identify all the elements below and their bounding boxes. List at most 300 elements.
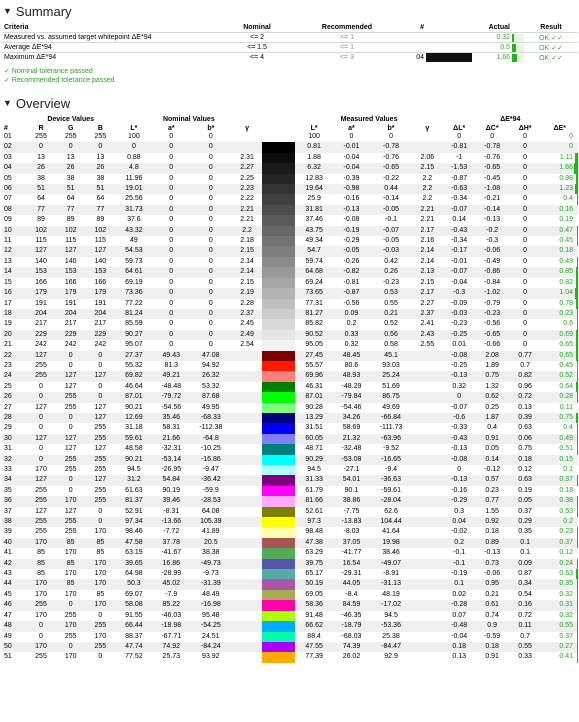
nominal-a: 0: [153, 174, 190, 184]
delta-l: -0.63: [443, 184, 476, 194]
delta-l: -0.1: [443, 559, 476, 569]
measured-gamma: [412, 434, 443, 444]
nominal-a: -67.71: [153, 632, 190, 642]
nominal-l: 64.98: [115, 569, 152, 579]
nominal-l: 31.73: [115, 205, 152, 215]
measured-b: -49.07: [370, 559, 412, 569]
delta-e: 0.37: [542, 538, 578, 548]
delta-e-bar: [577, 632, 578, 642]
measured-b: -17.02: [370, 600, 412, 610]
patch-swatch: [262, 496, 295, 506]
overview-row: [2, 309, 578, 319]
measured-b: 0.26: [370, 267, 412, 277]
device-b: 179: [86, 288, 116, 298]
delta-e-bar: [574, 163, 578, 173]
overview-row: [2, 517, 578, 527]
nominal-b: 93.92: [190, 652, 232, 662]
device-b: 0: [86, 611, 116, 621]
delta-l: -0.08: [443, 455, 476, 465]
nominal-gamma: [232, 475, 263, 485]
device-r: 26: [26, 163, 56, 173]
delta-l: -0.13: [443, 371, 476, 381]
delta-h: 0.13: [509, 403, 542, 413]
delta-c: -0.13: [476, 215, 509, 225]
measured-gamma: [412, 517, 443, 527]
measured-gamma: [412, 507, 443, 517]
device-r: 179: [26, 288, 56, 298]
measured-b: 0.53: [370, 288, 412, 298]
measured-a: -0.81: [333, 278, 370, 288]
measured-gamma: [412, 465, 443, 475]
measured-gamma: [412, 548, 443, 558]
device-r: 255: [26, 371, 56, 381]
measured-a: -0.08: [333, 215, 370, 225]
measured-a: -18.79: [333, 621, 370, 631]
device-b: 85: [86, 538, 116, 548]
nominal-a: 0: [153, 267, 190, 277]
device-g: 153: [56, 267, 86, 277]
nominal-a: 0: [153, 236, 190, 246]
nominal-b: 87.68: [190, 392, 232, 402]
delta-e: 0.41: [542, 652, 578, 662]
nominal-l: 12.69: [115, 413, 152, 423]
nominal-l: 0.88: [115, 153, 152, 163]
device-r: 127: [26, 246, 56, 256]
measured-l: 55.57: [295, 361, 332, 371]
overview-row: [2, 267, 578, 277]
nominal-a: -41.67: [153, 548, 190, 558]
nominal-a: 0: [153, 246, 190, 256]
nominal-b: 0: [190, 184, 232, 194]
patch-swatch: [262, 194, 295, 204]
measured-b: 51.69: [370, 382, 412, 392]
device-g: 89: [56, 215, 86, 225]
device-r: 102: [26, 226, 56, 236]
measured-a: 21.32: [333, 434, 370, 444]
nominal-a: -7.9: [153, 590, 190, 600]
measured-a: 48.45: [333, 351, 370, 361]
nominal-a: 0: [153, 163, 190, 173]
patch-number: 24: [2, 371, 26, 381]
delta-e: 1.11: [542, 153, 578, 163]
device-b: 170: [86, 559, 116, 569]
result-cell: OK ✓✓: [524, 43, 578, 53]
overview-row: [2, 278, 578, 288]
measured-gamma: 2.41: [412, 319, 443, 329]
nominal-gamma: 2.25: [232, 174, 263, 184]
measured-l: 19.64: [295, 184, 332, 194]
device-g: 85: [56, 579, 86, 589]
overview-section-header[interactable]: [0, 94, 579, 112]
nominal-gamma: [232, 434, 263, 444]
delta-e: 0.16: [542, 205, 578, 215]
measured-l: 77.31: [295, 299, 332, 309]
delta-c: -0.79: [476, 299, 509, 309]
measured-gamma: 2.13: [412, 267, 443, 277]
patch-swatch: [262, 205, 295, 215]
device-b: 170: [86, 600, 116, 610]
delta-e-bar: [577, 579, 578, 589]
nominal-a: -13.66: [153, 517, 190, 527]
measured-b: -63.96: [370, 434, 412, 444]
delta-e: 1.23: [542, 184, 578, 194]
nominal-b: -16.98: [190, 600, 232, 610]
delta-h: 0.87: [509, 569, 542, 579]
measured-l: 37.46: [295, 215, 332, 225]
measured-b: 104.44: [370, 517, 412, 527]
device-r: 255: [26, 486, 56, 496]
delta-c: 1.89: [476, 361, 509, 371]
device-r: 85: [26, 559, 56, 569]
nominal-a: -54.56: [153, 403, 190, 413]
nominal-a: 81.3: [153, 361, 190, 371]
nominal-gamma: [232, 455, 263, 465]
delta-l: -0.04: [443, 632, 476, 642]
measured-gamma: 2.21: [412, 205, 443, 215]
delta-e: 0.18: [542, 246, 578, 256]
measured-gamma: [412, 361, 443, 371]
patch-swatch: [262, 403, 295, 413]
nominal-l: 52.91: [115, 507, 152, 517]
device-r: 191: [26, 299, 56, 309]
delta-h: 0: [509, 288, 542, 298]
patch-swatch: [262, 236, 295, 246]
delta-e: 0.53: [542, 507, 578, 517]
device-r: 255: [26, 652, 56, 662]
delta-h: 0.77: [509, 351, 542, 361]
delta-l: 0: [443, 465, 476, 475]
delta-h: 0.33: [509, 652, 542, 662]
overview-row: [2, 538, 578, 548]
device-r: 51: [26, 184, 56, 194]
nominal-a: 49.21: [153, 371, 190, 381]
nominal-gamma: 2.15: [232, 246, 263, 256]
delta-c: -0.12: [476, 465, 509, 475]
nominal-l: 66.44: [115, 621, 152, 631]
device-r: 255: [26, 600, 56, 610]
delta-c: -0.65: [476, 330, 509, 340]
nominal-a: 90.19: [153, 486, 190, 496]
nominal-a: 0: [153, 153, 190, 163]
delta-e-bar: [577, 475, 578, 485]
nominal-l: 64.61: [115, 267, 152, 277]
nominal-a: 49.43: [153, 351, 190, 361]
delta-l: -0.3: [443, 288, 476, 298]
device-r: 170: [26, 590, 56, 600]
device-b: 127: [86, 475, 116, 485]
patch-number: 22: [2, 351, 26, 361]
recommended-tolerance-message: ✓ Recommended tolerance passed: [4, 76, 579, 85]
nominal-cell: <= 2: [212, 33, 302, 43]
measured-l: 47.38: [295, 538, 332, 548]
measured-b: 19.98: [370, 538, 412, 548]
delta-c: 0.4: [476, 423, 509, 433]
nominal-l: 88.37: [115, 632, 152, 642]
delta-e: 0.64: [542, 382, 578, 392]
measured-l: 65.17: [295, 569, 332, 579]
measured-b: 0.42: [370, 257, 412, 267]
device-b: 127: [86, 444, 116, 454]
nominal-gamma: 2.15: [232, 278, 263, 288]
patch-swatch: [262, 621, 295, 631]
device-b: 102: [86, 226, 116, 236]
measured-a: -29.31: [333, 569, 370, 579]
device-b: 0: [86, 392, 116, 402]
patch-swatch: [262, 475, 295, 485]
device-g: 179: [56, 288, 86, 298]
delta-l: 0.13: [443, 652, 476, 662]
nominal-gamma: 2.19: [232, 288, 263, 298]
nominal-gamma: [232, 642, 263, 652]
patch-number: 42: [2, 559, 26, 569]
summary-section-header[interactable]: [0, 2, 579, 20]
column-header: R: [26, 124, 56, 132]
nominal-a: 0: [153, 278, 190, 288]
nominal-b: -68.33: [190, 413, 232, 423]
delta-c: 0: [476, 132, 509, 142]
num-cell: [392, 43, 426, 53]
nominal-values-header: Nominal Values: [115, 115, 262, 124]
delta-l: -0.17: [443, 246, 476, 256]
nominal-l: 0: [115, 142, 152, 152]
device-r: 38: [26, 174, 56, 184]
delta-h: 0.05: [509, 496, 542, 506]
delta-e: 0.49: [542, 434, 578, 444]
device-r: 255: [26, 496, 56, 506]
measured-gamma: [412, 423, 443, 433]
measured-gamma: [412, 559, 443, 569]
patch-swatch: [262, 278, 295, 288]
overview-row: [2, 371, 578, 381]
worst-patch-swatch: [426, 53, 472, 63]
measured-gamma: [412, 392, 443, 402]
device-b: 204: [86, 309, 116, 319]
measured-l: 63.29: [295, 548, 332, 558]
nominal-l: 77.22: [115, 299, 152, 309]
overview-row: [2, 507, 578, 517]
measured-gamma: [412, 590, 443, 600]
overview-row: [2, 548, 578, 558]
nominal-l: 87.01: [115, 392, 152, 402]
overview-row: [2, 434, 578, 444]
collapse-triangle-icon[interactable]: ▼: [3, 6, 12, 16]
device-g: 0: [56, 413, 86, 423]
device-b: 0: [86, 142, 116, 152]
patch-number: 02: [2, 142, 26, 152]
delta-c: 0.05: [476, 444, 509, 454]
measured-gamma: [412, 413, 443, 423]
delta-e: 0.75: [542, 413, 578, 423]
nominal-a: 0: [153, 205, 190, 215]
measured-b: -0.1: [370, 215, 412, 225]
delta-h: 0: [509, 215, 542, 225]
measured-b: -0.03: [370, 246, 412, 256]
measured-l: 66.62: [295, 621, 332, 631]
nominal-b: 41.89: [190, 527, 232, 537]
delta-e: 1.66: [542, 163, 578, 173]
nominal-l: 85.59: [115, 319, 152, 329]
measured-a: -0.16: [333, 194, 370, 204]
measured-a: 0.32: [333, 340, 370, 350]
result-cell: OK ✓✓: [524, 33, 578, 43]
device-r: 0: [26, 423, 56, 433]
delta-c: 1.87: [476, 413, 509, 423]
measured-gamma: 2.15: [412, 278, 443, 288]
device-b: 242: [86, 340, 116, 350]
nominal-l: 90.21: [115, 403, 152, 413]
nominal-gamma: [232, 632, 263, 642]
delta-h: 0.18: [509, 455, 542, 465]
delta-h: 0: [509, 132, 542, 142]
delta-e-bar: [577, 611, 578, 621]
delta-l: 0.04: [443, 517, 476, 527]
measured-b: -59.61: [370, 486, 412, 496]
delta-h: 0.63: [509, 475, 542, 485]
measured-b: -0.78: [370, 142, 412, 152]
overview-row: [2, 184, 578, 194]
overview-row: [2, 246, 578, 256]
delta-l: -0.02: [443, 527, 476, 537]
measured-gamma: [412, 132, 443, 142]
nominal-b: 49.95: [190, 403, 232, 413]
patch-number: 15: [2, 278, 26, 288]
delta-l: -0.07: [443, 205, 476, 215]
device-g: 170: [56, 590, 86, 600]
delta-e: 0.85: [542, 267, 578, 277]
patch-swatch: [262, 423, 295, 433]
device-g: 127: [56, 246, 86, 256]
actual-bar: [512, 43, 524, 53]
nominal-l: 27.37: [115, 351, 152, 361]
device-g: 170: [56, 621, 86, 631]
delta-e: 0.4: [542, 194, 578, 204]
delta-c: 0.92: [476, 517, 509, 527]
nominal-a: 35.46: [153, 413, 190, 423]
patch-number: 23: [2, 361, 26, 371]
delta-e: 0.4: [542, 423, 578, 433]
delta-h: 0: [509, 246, 542, 256]
measured-b: -111.73: [370, 423, 412, 433]
delta-h: 0: [509, 194, 542, 204]
delta-c: 0.75: [476, 371, 509, 381]
nominal-b: -28.53: [190, 496, 232, 506]
nominal-gamma: 2.14: [232, 267, 263, 277]
measured-l: 87.01: [295, 392, 332, 402]
measured-a: -79.84: [333, 392, 370, 402]
device-values-header: Device Values: [26, 115, 115, 124]
criteria-cell: Measured vs. assumed target whitepoint ΔE*94: [2, 33, 212, 43]
nominal-b: 53.32: [190, 382, 232, 392]
patch-number: 12: [2, 246, 26, 256]
nominal-gamma: 2.31: [232, 153, 263, 163]
measured-l: 31.51: [295, 423, 332, 433]
device-g: 229: [56, 330, 86, 340]
device-r: 255: [26, 527, 56, 537]
nominal-a: 0: [153, 226, 190, 236]
measured-a: -13.83: [333, 517, 370, 527]
recommended-cell: <= 1: [302, 33, 392, 43]
patch-swatch: [262, 319, 295, 329]
tolerance-messages: [4, 67, 579, 85]
patch-number: 28: [2, 413, 26, 423]
measured-gamma: [412, 632, 443, 642]
delta-l: -0.01: [443, 257, 476, 267]
nominal-a: 45.02: [153, 579, 190, 589]
device-r: 0: [26, 142, 56, 152]
overview-row: [2, 153, 578, 163]
delta-l: 0.07: [443, 611, 476, 621]
overview-row: [2, 559, 578, 569]
nominal-b: 47.08: [190, 351, 232, 361]
nominal-gamma: 2.18: [232, 236, 263, 246]
measured-gamma: [412, 569, 443, 579]
delta-c: -1.02: [476, 288, 509, 298]
measured-a: -0.01: [333, 142, 370, 152]
delta-c: -0.59: [476, 632, 509, 642]
nominal-b: 0: [190, 246, 232, 256]
delta-l: -0.09: [443, 299, 476, 309]
overview-row: [2, 527, 578, 537]
measured-l: 85.82: [295, 319, 332, 329]
nominal-a: 39.46: [153, 496, 190, 506]
device-r: 255: [26, 132, 56, 142]
nominal-a: -46.03: [153, 611, 190, 621]
device-b: 217: [86, 319, 116, 329]
delta-e-bar: [576, 382, 578, 392]
device-b: 0: [86, 517, 116, 527]
measured-b: -28.04: [370, 496, 412, 506]
device-b: 170: [86, 569, 116, 579]
device-g: 0: [56, 475, 86, 485]
device-b: 127: [86, 413, 116, 423]
delta-l: -0.43: [443, 434, 476, 444]
measured-b: -0.05: [370, 236, 412, 246]
device-r: 217: [26, 319, 56, 329]
overview-row: [2, 486, 578, 496]
device-r: 0: [26, 455, 56, 465]
nominal-l: 90.21: [115, 455, 152, 465]
device-g: 0: [56, 361, 86, 371]
delta-h: 0: [509, 257, 542, 267]
delta-e-bar: [575, 184, 578, 194]
delta-e: 0.49: [542, 257, 578, 267]
delta-h: 0: [509, 163, 542, 173]
device-b: 13: [86, 153, 116, 163]
measured-a: 0.09: [333, 309, 370, 319]
nominal-b: -84.24: [190, 642, 232, 652]
measured-a: 34.26: [333, 413, 370, 423]
delta-e-bar: [577, 621, 578, 631]
patch-swatch: [262, 413, 295, 423]
delta-c: 0.18: [476, 642, 509, 652]
patch-number: 45: [2, 590, 26, 600]
nominal-b: 0: [190, 163, 232, 173]
patch-swatch: [262, 226, 295, 236]
summary-row: [2, 53, 578, 63]
collapse-triangle-icon[interactable]: ▼: [3, 98, 12, 108]
nominal-a: 0: [153, 184, 190, 194]
measured-l: 1.88: [295, 153, 332, 163]
patch-number: 33: [2, 465, 26, 475]
delta-e-bar: [577, 496, 578, 506]
delta-l: 0.01: [443, 340, 476, 350]
patch-number: 29: [2, 423, 26, 433]
overview-row: [2, 163, 578, 173]
delta-c: 0.73: [476, 559, 509, 569]
patch-number: 32: [2, 455, 26, 465]
nominal-a: -48.48: [153, 382, 190, 392]
nominal-gamma: [232, 559, 263, 569]
